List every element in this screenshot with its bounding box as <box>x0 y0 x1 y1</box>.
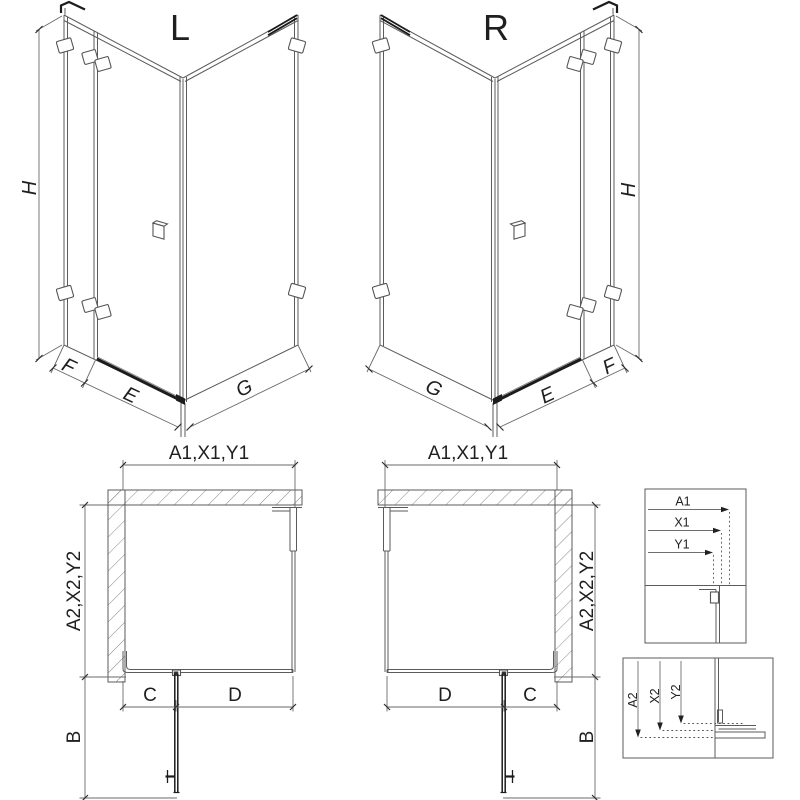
detail-depth-threshold-profile <box>715 732 765 738</box>
plan-right-width-dim-label: A1,X1,Y1 <box>427 443 509 464</box>
detail-width-x1-label: X1 <box>674 515 690 530</box>
plan-left-side-wall-hatch <box>108 490 125 682</box>
plan-left-depth-dim-label: A2,X2,Y2 <box>64 550 85 632</box>
detail-width-frame <box>645 489 746 643</box>
iso-right-side-dim-label: G <box>421 375 446 402</box>
detail-width-corner-profile <box>711 592 719 603</box>
iso-right-fixed-dim-label: F <box>599 354 620 380</box>
detail-depth-a2-label: A2 <box>626 692 640 708</box>
plan-right-view <box>378 443 601 800</box>
iso-right-view <box>366 2 643 437</box>
detail-depth-x2-label: X2 <box>648 688 662 704</box>
detail-depth-inset <box>623 658 773 758</box>
iso-right-height-dim-label: H <box>618 182 640 198</box>
iso-left-side-dim-label: G <box>232 375 257 402</box>
plan-right-depth-dim-label: A2,X2,Y2 <box>577 550 598 632</box>
iso-right-door-dim-label: E <box>536 382 559 409</box>
iso-left-variant-label: L <box>169 7 191 48</box>
plan-left-width-dim-label: A1,X1,Y1 <box>168 443 250 464</box>
detail-width-inset <box>645 489 746 643</box>
iso-left-view <box>19 2 313 437</box>
iso-left-door-dim-label: E <box>119 382 142 409</box>
iso-right-drawing-lines <box>366 2 643 437</box>
detail-depth-y2-label: Y2 <box>669 684 683 700</box>
detail-width-a1-label: A1 <box>675 494 691 509</box>
iso-left-fixed-dim-label: F <box>58 354 79 380</box>
detail-depth-frame <box>623 658 773 758</box>
iso-right-variant-label: R <box>483 7 509 48</box>
plan-left-hinge-offset-label: C <box>143 685 157 706</box>
plan-left-door-swing-label: B <box>64 730 85 744</box>
plan-left-view <box>64 443 302 800</box>
plan-right-top-wall-hatch <box>378 490 572 505</box>
plan-right-door-width-label: D <box>438 685 452 706</box>
iso-left-drawing-lines <box>36 2 313 437</box>
plan-right-door-swing-label: B <box>577 730 598 744</box>
detail-width-y1-label: Y1 <box>674 537 690 552</box>
plan-right-side-wall-hatch <box>555 490 572 682</box>
plan-right-hinge-offset-label: C <box>523 685 537 706</box>
plan-left-door-width-label: D <box>228 685 242 706</box>
plan-left-top-wall-hatch <box>108 490 302 505</box>
iso-left-height-dim-label: H <box>19 180 41 196</box>
